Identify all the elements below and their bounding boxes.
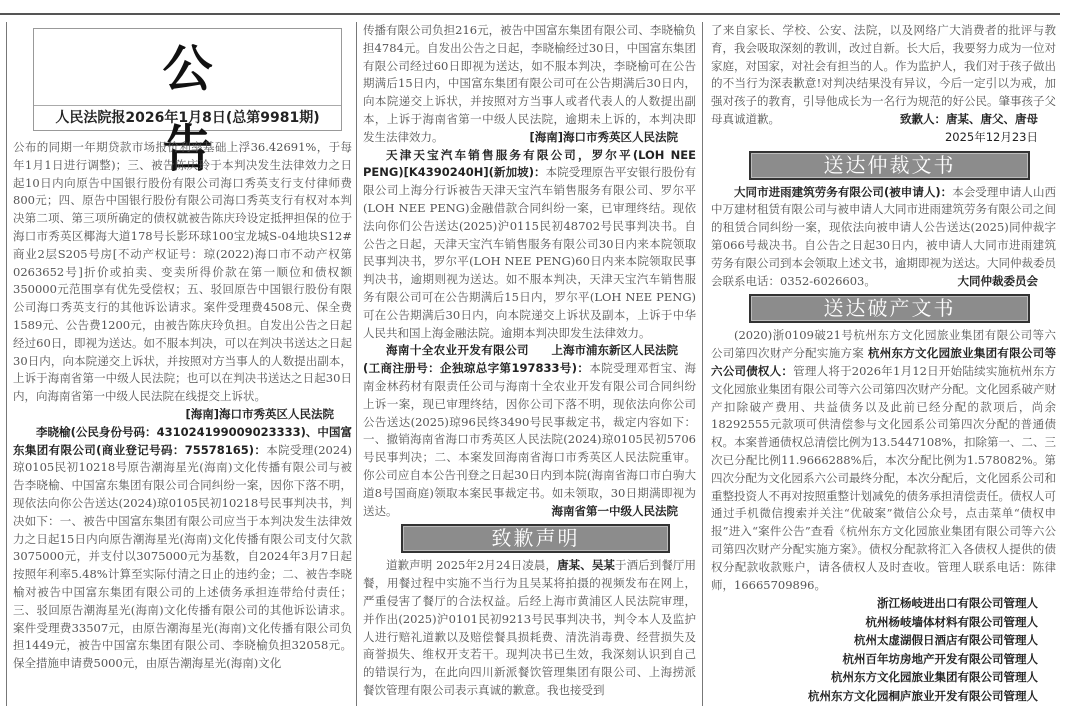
notice-4-parties: 海南十全农业开发有限公司(工商注册号：企独琼总字第197833号)：	[363, 343, 590, 376]
arbitration-parties: 大同市进雨建筑劳务有限公司(被申请人)：	[734, 184, 953, 199]
column-1	[6, 22, 356, 706]
notice-1-text: 公布的同期一年期贷款市场报价利率基础上浮36.42691%，于每年1月1日进行调整)；三、被告陈庆玲于本判决发生法律效力之日起10日内向原告中国银行股份有限公司海口秀英支行支付律师费800元；四、原告中国银行股份有限公司海口秀英支行有权对本判决第二项、第三项所确定的债权就被告陈庆玲设定抵押担保的位于海口市秀英区椰海大道178号长影环球100宝龙城S-04地块S12#商业2层S205号房[不动产权证号：琼(2022)海口市不动产权第0263652号]折价或拍卖、变卖所得价款在第一顺位和债权额350000元范围享有优先受偿权；五、驳回原告中国银行股份有限公司海口秀英支行的其他诉讼请求。案件受理费4508元、保全费1589元、公告费1200元，由被告陈庆玲负担。自发出公告之日起经过60日，即视为送达。如不服本判决，可以在判决书送达之日起30日内，向本院递交上诉状，并按照对方当事人的人数提出副本，上诉于海南省第一中级人民法院；也可以在判决书送达之日起30日内，向海南省第一中级人民法院在线提交上诉状。	[13, 140, 352, 404]
notice-3	[363, 147, 696, 358]
bankruptcy-signatories	[711, 594, 1056, 705]
notice-4-text: 本院受理邓哲宝、海南金林药材有限责任公司与海南十全农业开发有限公司合同纠纷上诉一案，现已审理终结，因你公司下落不明，现依法向你公司公告送达(2025)琼96民终3490号民事裁定书，裁定内容如下：一、撤销海南省海口市秀英区人民法院(2024)琼0105民初5706号民事判决；二、本案发回海南省海口市秀英区人民法院重审。你公司应自本公告刊登之日起30日内到本院(海南省海口市白驹大道8号国商庭)领取本案民事裁定书。如未领取，30日期满即视为送达。	[363, 361, 697, 518]
column-3	[702, 22, 1060, 706]
arbitration-notice	[711, 184, 1056, 291]
bankruptcy-text: 管理人将于2026年1月12日开始陆续实施杭州东方文化园旅业集团有限公司等六公司第四次财产分配。文化园系破产财产扣除破产费用、共益债务以及此前已经分配的款项后，尚余18292555元款项可供清偿参与文化园系公司第四次分配的普通债权。本案普通债权总清偿比例为13.5447108%，扣除第一、二、三次已分配比例11.9666288%后，本次分配比例为1.578082%。第四次分配为文化园系六公司最终分配，本次分配后，文化园系公司和重整投资人不再对按照重整计划减免的债务承担清偿责任。债权人可通过手机微信搜索并关注“优破案”微信公众号，点击菜单“债权申报”进入“案件公告”查看《杭州东方文化园旅业集团有限公司等六公司第四次财产分配实施方案》。债权分配款将汇入各债权人提供的债权分配款收款账户，请各债权人及时查收。管理人联系电话：陈律师，16665709896。	[711, 363, 1057, 592]
arbitration-text: 本会受理申请人山西中万建材租赁有限公司与被申请人大同市进雨建筑劳务有限公司之间的租赁合同纠纷一案，现依法向被申请人公告送达(2025)同仲裁字第066号裁决书。自公告之日起30日内，被申请人大同市进雨建筑劳务有限公司到本会领取上述文书，逾期即视为送达。大同仲裁委员会联系电话：0352-6026603。	[711, 184, 1056, 288]
signatory: 杭州东方文化园旅业集团有限公司管理人	[831, 670, 1038, 685]
signatory: 杭州太虚湖假日酒店有限公司管理人	[854, 633, 1038, 648]
notice-2-cont-text: 传播有限公司负担216元，被告中国富东集团有限公司、李晓榆负担4784元。自发出公告之日起，李晓榆经过30日，中国富东集团有限公司经过60日即视为送达，如不服本判决，李晓榆可在公告期满后15日内，中国富东集团有限公司可在公告期满后30日内，向本院递交上诉状，并按照对方当事人或者代表人的人数提出副本，上诉于海南省第一中级人民法院，逾期未上诉的，本判决即发生法律效力。	[363, 23, 696, 144]
apology-date: 2025年12月23日	[944, 129, 1038, 144]
arbitration-signature: 大同仲裁委员会	[957, 273, 1038, 288]
notice-2-signature: [海南]海口市秀英区人民法院	[529, 129, 678, 144]
notice-4-signature: 海南省第一中级人民法院	[551, 503, 678, 518]
bankruptcy-notice	[711, 327, 1056, 594]
notice-3-signature: 上海市浦东新区人民法院	[551, 343, 678, 358]
section-heading-apology: 致歉声明	[401, 524, 670, 553]
apology-text: 于酒后到餐厅用餐，用餐过程中实施不当行为且吴某将拍摄的视频发布在网上，严重侵害了餐厅的合法权益。后经上海市黄浦区人民法院审理，并作出(2025)沪0101民初9213号民事判决书，判令本人及监护人进行赔礼道歉以及赔偿餐具损耗费、清洗消毒费、经营损失及商誉损失、维权开支若干。现判决书已生效，我深刻认识到自己的错误行为，在此向四川新派餐饮管理集团有限公司、上海捞派餐饮管理有限公司表示真诚的歉意。我也接受到	[363, 558, 697, 697]
notice-3-parties: 天津天宝汽车销售服务有限公司，罗尔平(LOH NEE PENG)[K4390240H](新加坡)：	[363, 147, 696, 180]
notice-2-continued	[363, 22, 696, 147]
notice-2-text: 本院受理(2024)琼0105民初10218号原告潮海星光(海南)文化传播有限公司与被告李晓榆、中国富东集团有限公司合同纠纷一案，因你下落不明，现依法向你公告送达(2024)琼0105民初10218号民事判决书，判决如下：一、被告中国富东集团有限公司应当于本判决发生法律效力之日起15日内向原告潮海星光(海南)文化传播有限公司支付欠款3075000元，并支付以3075000元为基数，自2024年3月7日起按照年利率5.48%计算至实际付清之日止的违约金；二、被告李晓榆对被告中国富东集团有限公司的上述债务承担连带给付责任；三、驳回原告潮海星光(海南)文化传播有限公司的其他诉讼请求。案件受理费33507元，由原告潮海星光(海南)文化传播有限公司负担1449元，被告中国富东集团有限公司、李晓榆负担32058元。保全措施申请费5000元，由原告潮海星光(海南)文化	[13, 442, 352, 671]
masthead	[33, 28, 342, 178]
signatory: 杭州杨岐墙体材料有限公司管理人	[865, 614, 1038, 629]
section-heading-arbitration: 送达仲裁文书	[749, 151, 1030, 180]
notice-2-parties: 李晓榆(公民身份号码：431024199009023333)、中国富东集团有限公司(商业登记号码：75578165)：	[13, 424, 352, 457]
top-rule	[0, 13, 1060, 15]
bankruptcy-lead: (2020)浙0109破21号杭州东方文化园旅业集团有限公司等六公司第四次财产分配实施方案	[711, 328, 1056, 361]
notice-2	[13, 424, 352, 673]
apology-lead: 道歉声明 2025年2月24日凌晨，	[386, 558, 558, 573]
apology-continued	[711, 22, 1056, 129]
signatory: 杭州百年坊房地产开发有限公司管理人	[842, 651, 1038, 666]
apology-cont-text: 了来自家长、学校、公安、法院，以及网络广大消费者的批评与教育，我会吸取深刻的教训，改过自新。长大后，我要努力成为一位对家庭，对国家，对社会有担当的人。作为监护人，我们对于孩子做出的不当行为深表歉意!对判决结果没有异议，今后一定引以为戒，加强对孩子的教育，引导他成长为一名行为规范的好公民。肇事孩子父母真诚道歉。	[711, 23, 1056, 126]
apology-names: 唐某、吴某	[557, 558, 615, 573]
signatory: 浙江杨岐进出口有限公司管理人	[877, 596, 1038, 611]
column-2	[356, 22, 702, 706]
notice-4	[363, 342, 696, 520]
section-heading-bankruptcy: 送达破产文书	[749, 294, 1030, 323]
notice-3-text: 本院受理原告平安银行股份有限公司上海分行诉被告天津天宝汽车销售服务有限公司、罗尔平(LOH NEE PENG)金融借款合同纠纷一案，已审理终结。现依法向你们公告送达(2025)沪0115民初48702号民事判决书。自公告之日起，天津天宝汽车销售服务有限公司30日内来本院领取民事判决书，罗尔平(LOH NEE PENG)60日内来本院领取民事判决书，逾期则视为送达。如不服本判决，天津天宝汽车销售服务有限公司可在公告期满后15日内，罗尔平(LOH NEE PENG)可在公告期满后30日内，向本院递交上诉状及副本，上诉于中华人民共和国上海金融法院。逾期本判决即发生法律效力。	[363, 165, 696, 340]
apology-statement	[363, 557, 696, 699]
masthead-issue: 人民法院报2026年1月8日(总第9981期)	[55, 110, 320, 126]
notice-1-signature: [海南]海口市秀英区人民法院	[185, 406, 334, 421]
apology-signature: 致歉人：唐某、唐父、唐母	[900, 111, 1038, 126]
signatory: 杭州东方文化园桐庐旅业开发有限公司管理人	[808, 688, 1038, 703]
masthead-title: 公 告	[34, 29, 341, 106]
bankruptcy-parties: 杭州东方文化园旅业集团有限公司等六公司债权人：	[711, 346, 1057, 378]
